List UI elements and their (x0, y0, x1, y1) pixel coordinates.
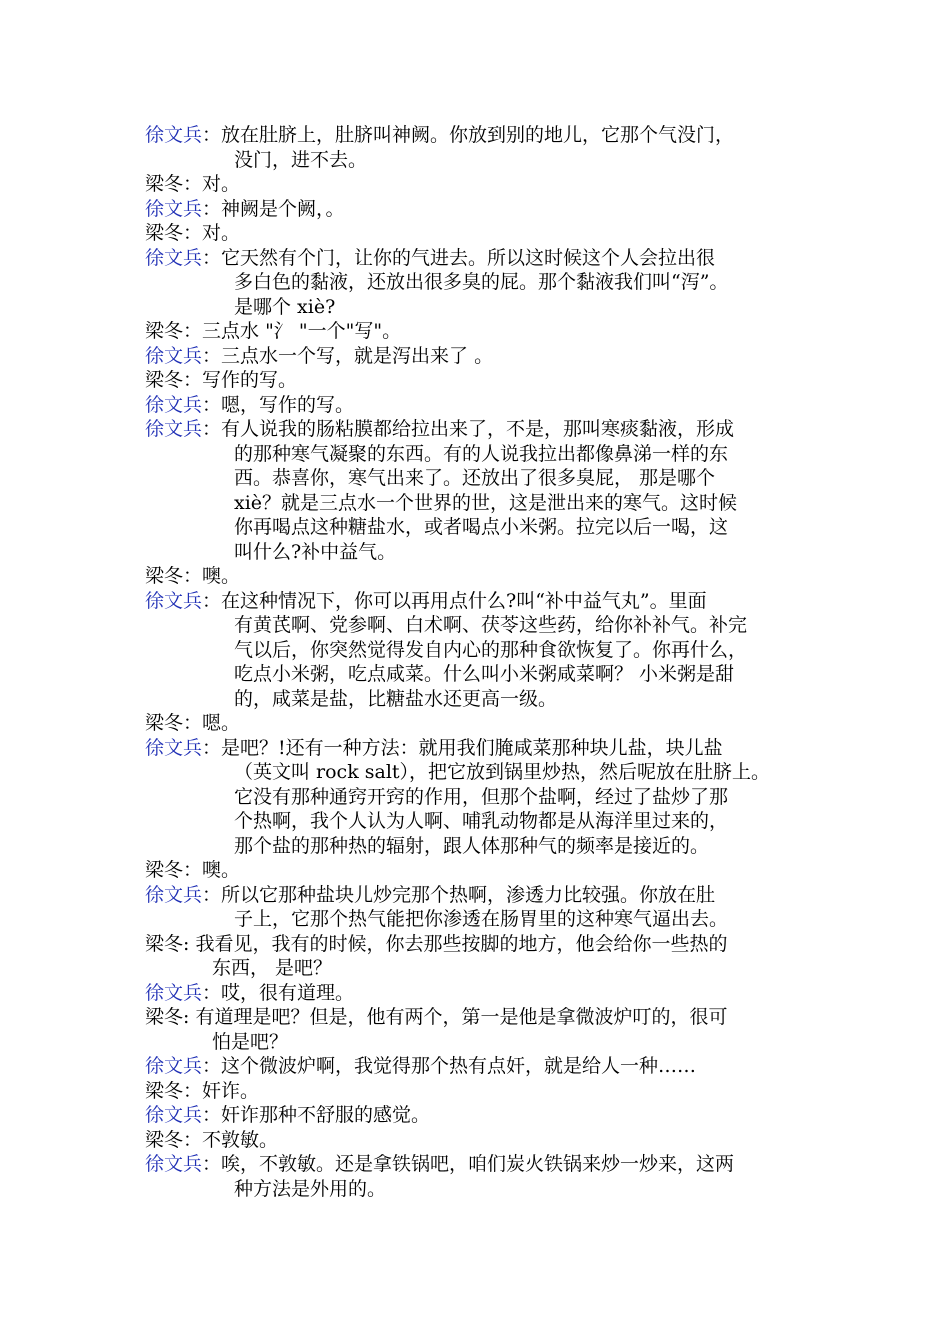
line-text: 在这种情况下，你可以再用点什么?叫“补中益气丸”。里面 (221, 589, 707, 612)
speaker-name: 徐文兵 (145, 393, 203, 416)
speaker-name: 徐文兵 (145, 589, 203, 612)
line-text: 奸诈。 (202, 1079, 260, 1102)
speaker-separator: ： (202, 981, 222, 1004)
dialogue-line-15 (145, 858, 825, 883)
line-continuation: 那个盐的那种热的辐射，跟人体那种气的频率是接近的。 (234, 834, 710, 857)
dialogue-line-22 (145, 1103, 825, 1128)
line-continuation: 的，咸菜是盐，比糖盐水还更高一级。 (234, 687, 558, 710)
line-continuation: 叫什么?补中益气。 (234, 540, 397, 563)
speaker-name: 梁冬 (145, 173, 184, 195)
speaker-separator: : (183, 1006, 190, 1028)
dialogue-line-7 (145, 344, 825, 369)
line-text: 是吧？!还有一种方法：就用我们腌咸菜那种块儿盐，块儿盐 (221, 736, 723, 759)
dialogue-line-14 (145, 736, 825, 859)
speaker-separator: ： (202, 393, 222, 416)
speaker-name: 梁冬 (145, 859, 184, 881)
speaker-name: 徐文兵 (145, 1104, 203, 1126)
speaker-name: 梁冬 (145, 1006, 184, 1028)
transcript (145, 123, 825, 1201)
line-continuation: 多白色的黏液，还放出很多臭的屁。那个黏液我们叫“泻”。 (234, 271, 729, 293)
dialogue-line-8 (145, 368, 825, 393)
line-text: 嗯，写作的写。 (221, 393, 355, 416)
line-continuation: 西。恭喜你，寒气出来了。还放出了很多臭屁， 那是哪个 (234, 467, 716, 489)
line-text: 唉，不敦敏。还是拿铁锅吧，咱们炭火铁锅来炒一炒来，这两 (221, 1153, 735, 1175)
speaker-separator: ： (202, 344, 222, 367)
line-continuation: xiè？就是三点水一个世界的世，这是泄出来的寒气。这时候 (234, 491, 738, 514)
line-text: 它天然有个门，让你的气进去。所以这时候这个人会拉出很 (221, 246, 716, 269)
speaker-name: 徐文兵 (145, 1055, 203, 1077)
line-continuation: 子上，它那个热气能把你渗透在肠胃里的这种寒气逼出去。 (234, 908, 729, 930)
speaker-separator: ： (202, 589, 222, 612)
speaker-name: 徐文兵 (145, 736, 203, 759)
dialogue-line-4 (145, 221, 825, 246)
dialogue-line-13 (145, 711, 825, 736)
speaker-name: 梁冬 (145, 1128, 184, 1151)
line-text: 三点水 "氵 "一个"写"。 (202, 320, 402, 342)
speaker-separator: ： (202, 736, 222, 759)
speaker-name: 梁冬 (145, 1079, 184, 1102)
speaker-name: 徐文兵 (145, 197, 203, 220)
speaker-name: 徐文兵 (145, 124, 203, 146)
dialogue-line-19 (145, 1005, 825, 1054)
line-continuation: 没门，进不去。 (234, 148, 368, 171)
line-continuation: 东西， 是吧？ (212, 957, 333, 979)
dialogue-line-3 (145, 197, 825, 222)
dialogue-line-21 (145, 1079, 825, 1104)
speaker-separator: ： (183, 222, 203, 244)
speaker-separator: ： (183, 1079, 203, 1102)
speaker-separator: ： (202, 124, 222, 146)
line-continuation: 是哪个 xiè? (234, 295, 336, 318)
line-text: 不敦敏。 (202, 1128, 279, 1151)
line-text: 三点水一个写，就是泻出来了 。 (221, 344, 494, 367)
speaker-separator: ： (202, 883, 222, 906)
speaker-name: 梁冬 (145, 932, 184, 955)
dialogue-line-23 (145, 1128, 825, 1153)
line-text: 噢。 (202, 859, 241, 881)
speaker-name: 徐文兵 (145, 344, 203, 367)
speaker-name: 徐文兵 (145, 883, 203, 906)
speaker-separator: ： (202, 197, 222, 220)
dialogue-line-12 (145, 589, 825, 712)
dialogue-line-10 (145, 417, 825, 564)
speaker-separator: ： (202, 1153, 222, 1175)
speaker-name: 徐文兵 (145, 1153, 203, 1175)
speaker-name: 梁冬 (145, 222, 184, 244)
dialogue-line-20 (145, 1054, 825, 1079)
dialogue-line-11 (145, 564, 825, 589)
line-text: 我看见，我有的时候，你去那些按脚的地方，他会给你一些热的 (189, 932, 728, 955)
speaker-separator: ： (183, 173, 203, 195)
speaker-name: 梁冬 (145, 712, 184, 734)
speaker-name: 梁冬 (145, 565, 184, 587)
line-text: 哎，很有道理。 (221, 981, 355, 1004)
speaker-separator: ： (202, 1104, 222, 1126)
line-text: 奸诈那种不舒服的感觉。 (221, 1104, 431, 1126)
line-text: 所以它那种盐块儿炒完那个热啊，渗透力比较强。你放在肚 (221, 883, 716, 906)
speaker-name: 徐文兵 (145, 981, 203, 1004)
dialogue-line-5 (145, 246, 825, 320)
line-text: 神阙是个阙，。 (221, 197, 345, 220)
line-text: 有道理是吧？但是，他有两个，第一是他是拿微波炉叮的，很可 (189, 1006, 728, 1028)
line-continuation: 气以后，你突然觉得发自内心的那种食欲恢复了。你再什么， (234, 638, 748, 661)
speaker-name: 梁冬 (145, 369, 184, 391)
speaker-separator: ： (183, 565, 203, 587)
speaker-separator: ： (202, 418, 222, 440)
speaker-separator: ： (183, 320, 203, 342)
line-continuation: 吃点小米粥，吃点咸菜。什么叫小米粥咸菜啊？ 小米粥是甜 (234, 663, 735, 685)
line-text: 放在肚脐上，肚脐叫神阙。你放到别的地儿，它那个气没门， (221, 124, 735, 146)
line-text: 写作的写。 (202, 369, 298, 391)
dialogue-line-18 (145, 981, 825, 1006)
dialogue-line-24 (145, 1152, 825, 1201)
speaker-separator: ： (202, 1055, 222, 1077)
line-continuation: 种方法是外用的。 (234, 1177, 387, 1200)
speaker-name: 徐文兵 (145, 246, 203, 269)
speaker-name: 徐文兵 (145, 418, 203, 440)
speaker-separator: ： (183, 859, 203, 881)
dialogue-line-17 (145, 932, 825, 981)
speaker-separator: : (183, 932, 190, 955)
dialogue-line-16 (145, 883, 825, 932)
speaker-separator: ： (183, 1128, 203, 1151)
line-text: 有人说我的肠粘膜都给拉出来了，不是，那叫寒痰黏液，形成 (221, 418, 735, 440)
speaker-separator: ： (183, 712, 203, 734)
line-text: 对。 (202, 222, 241, 244)
dialogue-line-6 (145, 319, 825, 344)
line-text: 噢。 (202, 565, 241, 587)
dialogue-line-9 (145, 393, 825, 418)
line-continuation: 它没有那种通窍开窍的作用，但那个盐啊，经过了盐炒了那 (234, 785, 729, 808)
line-text: 嗯。 (202, 712, 241, 734)
line-text: 对。 (202, 173, 241, 195)
line-continuation: 你再喝点这种糖盐水，或者喝点小米粥。拉完以后一喝，这 (234, 516, 729, 538)
line-continuation: 怕是吧？ (212, 1030, 289, 1053)
line-continuation: 的那种寒气凝聚的东西。有的人说我拉出都像鼻涕一样的东 (234, 442, 729, 465)
speaker-separator: ： (202, 246, 222, 269)
speaker-name: 梁冬 (145, 320, 184, 342)
line-continuation: （英文叫 rock salt），把它放到锅里炒热，然后呢放在肚脐上。 (234, 761, 771, 783)
line-continuation: 个热啊，我个人认为人啊、哺乳动物都是从海洋里过来的， (234, 810, 729, 832)
speaker-separator: ： (183, 369, 203, 391)
dialogue-line-2 (145, 172, 825, 197)
line-continuation: 有黄芪啊、党参啊、白术啊、茯苓这些药，给你补补气。补完 (234, 614, 748, 636)
dialogue-line-1 (145, 123, 825, 172)
line-text: 这个微波炉啊，我觉得那个热有点奸，就是给人一种…… (221, 1055, 697, 1077)
